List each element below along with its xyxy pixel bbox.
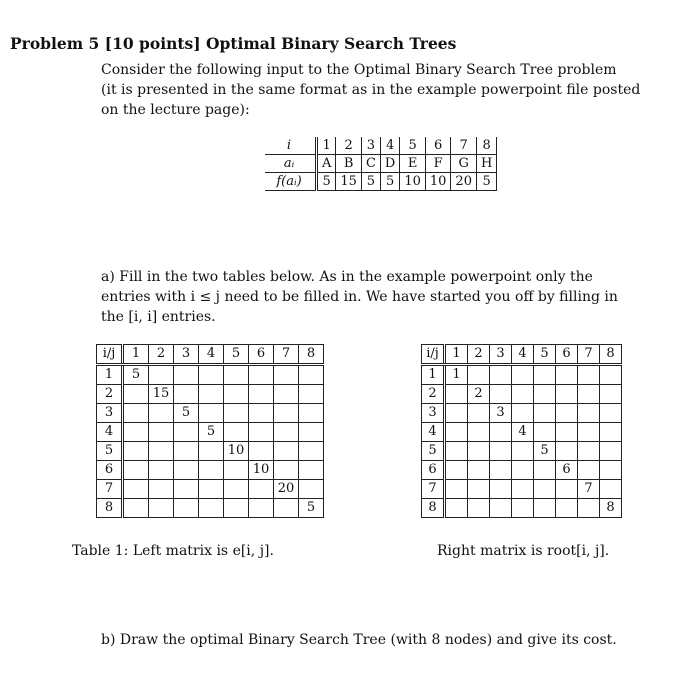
matrix-row-header: 3	[97, 404, 123, 423]
matrix-empty-cell[interactable]	[224, 404, 249, 423]
matrix-empty-cell[interactable]	[299, 423, 324, 442]
matrix-header-row	[97, 345, 324, 365]
matrix-empty-cell[interactable]	[199, 499, 224, 518]
matrix-diag-cell[interactable]: 20	[274, 480, 299, 499]
matrix-empty-cell[interactable]	[224, 480, 249, 499]
matrix-row-header: 1	[97, 365, 123, 385]
matrix-row	[97, 385, 324, 404]
matrix-empty-cell[interactable]	[512, 442, 534, 461]
matrix-empty-cell[interactable]	[199, 385, 224, 404]
matrix-row-header: 3	[422, 404, 445, 423]
input-cell: G	[451, 155, 477, 173]
matrix-col-header: 8	[299, 345, 324, 365]
matrix-empty-cell[interactable]	[534, 404, 556, 423]
matrix-empty-cell[interactable]	[123, 461, 149, 480]
matrix-empty-cell[interactable]	[556, 365, 578, 385]
matrix-empty-cell[interactable]	[512, 365, 534, 385]
matrix-empty-cell[interactable]	[490, 385, 512, 404]
input-row-label: aᵢ	[265, 155, 317, 173]
matrix-empty-cell[interactable]	[123, 404, 149, 423]
matrix-diag-cell[interactable]: 4	[512, 423, 534, 442]
matrix-empty-cell[interactable]	[299, 404, 324, 423]
matrix-col-header: 4	[199, 345, 224, 365]
input-cell: 20	[451, 173, 477, 191]
matrix-empty-cell[interactable]	[149, 442, 174, 461]
matrix-empty-cell[interactable]	[249, 442, 274, 461]
matrix-row-header: 1	[422, 365, 445, 385]
matrix-corner: i/j	[422, 345, 445, 365]
matrix-empty-cell[interactable]	[224, 385, 249, 404]
input-cell: C	[361, 155, 380, 173]
matrix-row-header: 2	[422, 385, 445, 404]
problem-number: Problem 5	[10, 34, 100, 53]
matrix-col-header: 6	[249, 345, 274, 365]
matrix-diag-cell[interactable]: 8	[600, 499, 622, 518]
problem-title: Optimal Binary Search Trees	[206, 34, 457, 53]
matrix-empty-cell[interactable]	[468, 480, 490, 499]
input-cell: 3	[361, 137, 380, 155]
part-a-line: the [i, i] entries.	[101, 309, 216, 325]
matrix-empty-cell[interactable]	[299, 365, 324, 385]
matrix-diag-cell[interactable]: 10	[249, 461, 274, 480]
matrix-empty-cell[interactable]	[490, 461, 512, 480]
matrix-empty-cell[interactable]	[512, 461, 534, 480]
matrix-empty-cell[interactable]	[490, 480, 512, 499]
matrix-empty-cell[interactable]	[149, 423, 174, 442]
matrix-empty-cell[interactable]	[149, 499, 174, 518]
input-cell: 5	[380, 173, 399, 191]
matrix-empty-cell[interactable]	[556, 499, 578, 518]
matrix-empty-cell[interactable]	[224, 365, 249, 385]
matrix-empty-cell[interactable]	[468, 423, 490, 442]
problem-points: [10 points]	[104, 34, 201, 53]
matrix-empty-cell[interactable]	[123, 480, 149, 499]
matrix-empty-cell[interactable]	[512, 404, 534, 423]
matrix-row	[97, 480, 324, 499]
matrix-empty-cell[interactable]	[445, 404, 468, 423]
matrix-empty-cell[interactable]	[445, 385, 468, 404]
matrix-empty-cell[interactable]	[123, 423, 149, 442]
input-cell: 5	[476, 173, 496, 191]
matrix-empty-cell[interactable]	[174, 423, 199, 442]
matrix-empty-cell[interactable]	[468, 365, 490, 385]
matrix-row-header: 7	[97, 480, 123, 499]
matrix-empty-cell[interactable]	[224, 461, 249, 480]
part-b-text: b) Draw the optimal Binary Search Tree (with 8 nodes) and give its cost.	[101, 632, 617, 648]
matrix-empty-cell[interactable]	[199, 404, 224, 423]
input-table-row	[265, 155, 497, 173]
matrix-diag-cell[interactable]: 5	[174, 404, 199, 423]
matrix-empty-cell[interactable]	[468, 442, 490, 461]
input-cell: H	[476, 155, 496, 173]
matrix-row-header: 6	[422, 461, 445, 480]
matrix-row	[422, 423, 622, 442]
intro-paragraph	[101, 60, 641, 120]
matrix-empty-cell[interactable]	[578, 442, 600, 461]
matrix-empty-cell[interactable]	[199, 442, 224, 461]
matrix-diag-cell[interactable]: 5	[199, 423, 224, 442]
matrix-empty-cell[interactable]	[445, 499, 468, 518]
matrix-row	[97, 365, 324, 385]
part-a-line: a) Fill in the two tables below. As in the example powerpoint only the	[101, 269, 593, 285]
input-cell: 7	[451, 137, 477, 155]
matrix-empty-cell[interactable]	[199, 461, 224, 480]
intro-line: on the lecture page):	[101, 102, 250, 118]
matrix-empty-cell[interactable]	[468, 461, 490, 480]
matrix-empty-cell[interactable]	[578, 499, 600, 518]
matrix-empty-cell[interactable]	[534, 461, 556, 480]
input-row-label: i	[265, 137, 317, 155]
matrix-corner: i/j	[97, 345, 123, 365]
matrix-empty-cell[interactable]	[224, 499, 249, 518]
matrix-empty-cell[interactable]	[299, 461, 324, 480]
matrix-empty-cell[interactable]	[600, 461, 622, 480]
matrix-diag-cell[interactable]: 6	[556, 461, 578, 480]
matrix-empty-cell[interactable]	[274, 423, 299, 442]
matrix-row	[422, 404, 622, 423]
matrix-col-header: 7	[578, 345, 600, 365]
matrix-empty-cell[interactable]	[556, 385, 578, 404]
matrix-row	[97, 499, 324, 518]
matrix-row-header: 5	[422, 442, 445, 461]
matrix-empty-cell[interactable]	[534, 499, 556, 518]
matrix-empty-cell[interactable]	[249, 404, 274, 423]
input-cell: 4	[380, 137, 399, 155]
matrix-empty-cell[interactable]	[556, 423, 578, 442]
matrix-empty-cell[interactable]	[123, 442, 149, 461]
matrix-col-header: 5	[534, 345, 556, 365]
input-row-label: f(aᵢ)	[265, 173, 317, 191]
matrix-empty-cell[interactable]	[274, 442, 299, 461]
matrix-empty-cell[interactable]	[224, 423, 249, 442]
intro-line: Consider the following input to the Optimal Binary Search Tree problem	[101, 62, 617, 78]
part-a-paragraph	[101, 267, 626, 327]
matrix-empty-cell[interactable]	[174, 442, 199, 461]
matrix-empty-cell[interactable]	[199, 480, 224, 499]
matrix-empty-cell[interactable]	[600, 423, 622, 442]
matrix-col-header: 3	[490, 345, 512, 365]
matrix-empty-cell[interactable]	[149, 461, 174, 480]
matrix-row	[422, 365, 622, 385]
matrix-col-header: 7	[274, 345, 299, 365]
matrix-empty-cell[interactable]	[274, 404, 299, 423]
matrix-empty-cell[interactable]	[274, 385, 299, 404]
input-cell: 10	[400, 173, 426, 191]
matrix-empty-cell[interactable]	[299, 385, 324, 404]
input-cell: 8	[476, 137, 496, 155]
matrix-row	[97, 423, 324, 442]
matrix-empty-cell[interactable]	[468, 499, 490, 518]
matrix-empty-cell[interactable]	[174, 385, 199, 404]
problem-heading	[10, 34, 456, 53]
matrix-empty-cell[interactable]	[578, 385, 600, 404]
input-cell: A	[317, 155, 336, 173]
matrix-empty-cell[interactable]	[534, 385, 556, 404]
matrix-empty-cell[interactable]	[123, 385, 149, 404]
matrix-empty-cell[interactable]	[490, 365, 512, 385]
input-cell: B	[336, 155, 362, 173]
matrix-empty-cell[interactable]	[556, 480, 578, 499]
input-cell: 1	[317, 137, 336, 155]
matrix-empty-cell[interactable]	[174, 461, 199, 480]
matrix-empty-cell[interactable]	[556, 442, 578, 461]
input-cell: 5	[317, 173, 336, 191]
matrix-diag-cell[interactable]: 3	[490, 404, 512, 423]
matrix-empty-cell[interactable]	[249, 499, 274, 518]
input-cell: D	[380, 155, 399, 173]
right-matrix-root	[421, 344, 622, 518]
matrix-empty-cell[interactable]	[299, 480, 324, 499]
matrix-col-header: 1	[445, 345, 468, 365]
part-a-line: entries with i ≤ j need to be filled in. We have started you off by filling in	[101, 289, 618, 305]
matrix-row	[422, 442, 622, 461]
matrix-col-header: 2	[149, 345, 174, 365]
matrix-empty-cell[interactable]	[490, 442, 512, 461]
matrix-empty-cell[interactable]	[490, 423, 512, 442]
input-cell: 6	[425, 137, 451, 155]
matrix-row	[422, 461, 622, 480]
matrix-empty-cell[interactable]	[600, 480, 622, 499]
matrix-empty-cell[interactable]	[274, 499, 299, 518]
matrix-col-header: 4	[512, 345, 534, 365]
matrix-empty-cell[interactable]	[123, 499, 149, 518]
matrix-row	[97, 404, 324, 423]
matrix-col-header: 8	[600, 345, 622, 365]
input-cell: E	[400, 155, 426, 173]
matrix-diag-cell[interactable]: 2	[468, 385, 490, 404]
intro-line: (it is presented in the same format as in the example powerpoint file posted	[101, 82, 641, 98]
matrix-col-header: 3	[174, 345, 199, 365]
matrix-empty-cell[interactable]	[490, 499, 512, 518]
matrix-empty-cell[interactable]	[578, 461, 600, 480]
matrix-empty-cell[interactable]	[468, 404, 490, 423]
matrix-empty-cell[interactable]	[445, 480, 468, 499]
input-table	[265, 137, 497, 191]
matrix-diag-cell[interactable]: 7	[578, 480, 600, 499]
matrix-empty-cell[interactable]	[534, 365, 556, 385]
matrix-empty-cell[interactable]	[274, 365, 299, 385]
matrix-empty-cell[interactable]	[578, 404, 600, 423]
input-cell: 2	[336, 137, 362, 155]
input-cell: 15	[336, 173, 362, 191]
left-matrix-e	[96, 344, 324, 518]
matrix-diag-cell[interactable]: 5	[534, 442, 556, 461]
matrix-row	[422, 385, 622, 404]
matrix-empty-cell[interactable]	[600, 365, 622, 385]
matrix-col-header: 1	[123, 345, 149, 365]
matrix-empty-cell[interactable]	[174, 365, 199, 385]
matrix-empty-cell[interactable]	[445, 423, 468, 442]
matrix-empty-cell[interactable]	[600, 404, 622, 423]
input-cell: 5	[400, 137, 426, 155]
matrix-empty-cell[interactable]	[600, 385, 622, 404]
matrix-col-header: 5	[224, 345, 249, 365]
matrix-empty-cell[interactable]	[445, 442, 468, 461]
matrix-row	[97, 461, 324, 480]
matrix-empty-cell[interactable]	[199, 365, 224, 385]
matrix-empty-cell[interactable]	[174, 499, 199, 518]
input-cell: F	[425, 155, 451, 173]
input-table-row	[265, 173, 497, 191]
matrix-empty-cell[interactable]	[512, 480, 534, 499]
matrix-empty-cell[interactable]	[578, 365, 600, 385]
matrix-row-header: 2	[97, 385, 123, 404]
matrix-empty-cell[interactable]	[174, 480, 199, 499]
matrix-diag-cell[interactable]: 15	[149, 385, 174, 404]
matrix-empty-cell[interactable]	[299, 442, 324, 461]
right-matrix-caption: Right matrix is root[i, j].	[437, 543, 610, 559]
left-matrix-caption: Table 1: Left matrix is e[i, j].	[72, 543, 274, 559]
matrix-row-header: 8	[422, 499, 445, 518]
matrix-empty-cell[interactable]	[149, 365, 174, 385]
matrix-row	[97, 442, 324, 461]
matrix-row-header: 5	[97, 442, 123, 461]
matrix-empty-cell[interactable]	[512, 385, 534, 404]
matrix-col-header: 2	[468, 345, 490, 365]
matrix-empty-cell[interactable]	[149, 480, 174, 499]
matrix-row-header: 4	[97, 423, 123, 442]
matrix-empty-cell[interactable]	[512, 499, 534, 518]
matrix-col-header: 6	[556, 345, 578, 365]
matrix-row-header: 7	[422, 480, 445, 499]
matrix-empty-cell[interactable]	[274, 461, 299, 480]
matrix-empty-cell[interactable]	[249, 365, 274, 385]
matrix-empty-cell[interactable]	[534, 423, 556, 442]
matrix-empty-cell[interactable]	[149, 404, 174, 423]
matrix-row-header: 8	[97, 499, 123, 518]
matrix-row-header: 4	[422, 423, 445, 442]
matrix-diag-cell[interactable]: 5	[123, 365, 149, 385]
matrix-diag-cell[interactable]: 5	[299, 499, 324, 518]
matrix-row	[422, 480, 622, 499]
matrix-diag-cell[interactable]: 1	[445, 365, 468, 385]
matrix-empty-cell[interactable]	[249, 385, 274, 404]
input-cell: 10	[425, 173, 451, 191]
matrix-empty-cell[interactable]	[445, 461, 468, 480]
input-cell: 5	[361, 173, 380, 191]
matrix-empty-cell[interactable]	[249, 423, 274, 442]
matrix-empty-cell[interactable]	[578, 423, 600, 442]
matrix-empty-cell[interactable]	[600, 442, 622, 461]
matrix-empty-cell[interactable]	[249, 480, 274, 499]
matrix-header-row	[422, 345, 622, 365]
matrix-row	[422, 499, 622, 518]
matrix-row-header: 6	[97, 461, 123, 480]
input-table-row	[265, 137, 497, 155]
matrix-empty-cell[interactable]	[556, 404, 578, 423]
matrix-diag-cell[interactable]: 10	[224, 442, 249, 461]
matrix-empty-cell[interactable]	[534, 480, 556, 499]
